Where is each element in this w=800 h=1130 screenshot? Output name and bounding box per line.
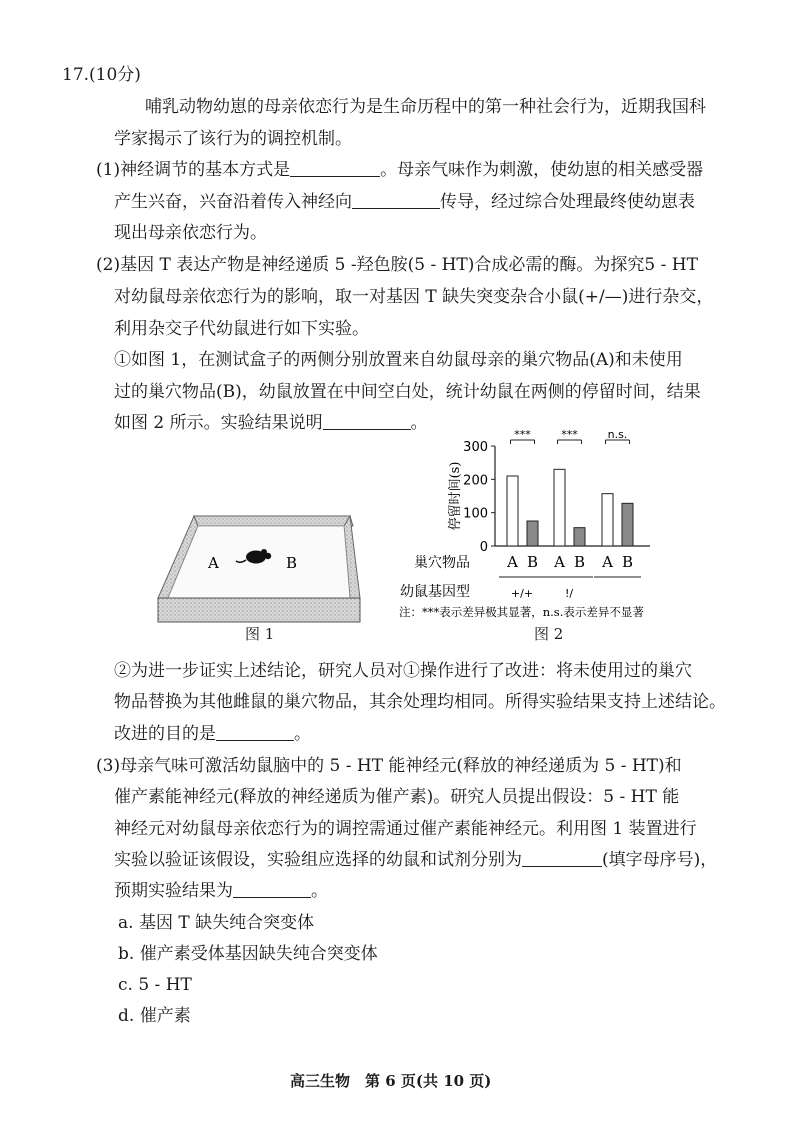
part3-text: 。 <box>311 881 328 901</box>
genotype-row-label: 幼鼠基因型 <box>400 584 470 600</box>
part2-sub1-line-1: ①如图 1，在测试盒子的两侧分别放置来自幼鼠母亲的巢穴物品(A)和未使用 <box>114 350 683 370</box>
option-d: d. 催产素 <box>118 1006 191 1026</box>
option-b: b. 催产素受体基因缺失纯合突变体 <box>118 944 378 964</box>
part3-label: (3) <box>96 756 121 776</box>
page-footer: 高三生物 第 6 页(共 10 页) <box>290 1072 492 1090</box>
part3-line-2: 催产素能神经元(释放的神经递质为催产素)。研究人员提出假设：5 - HT 能 <box>114 787 680 807</box>
part2-line-1 <box>96 254 698 276</box>
part1-text: 传导，经过综合处理最终使幼崽表 <box>440 192 695 212</box>
part3-line-5 <box>114 880 328 902</box>
part3-text: 母亲气味可激活幼鼠脑中的 5 - HT 能神经元(释放的神经递质为 5 - HT)和 <box>120 756 682 776</box>
part3-line-4 <box>114 849 717 871</box>
part1-line-1 <box>96 159 703 181</box>
part1-line-2 <box>114 191 695 213</box>
part2-text: 。 <box>294 724 311 744</box>
y-tick-label: 200 <box>463 473 488 489</box>
answer-blank-4[interactable] <box>216 724 294 741</box>
y-tick-label: 0 <box>479 540 488 555</box>
part1-text: 。母亲气味作为刺激，使幼崽的相关感受器 <box>380 160 704 180</box>
part2-line-2: 对幼鼠母亲依恋行为的影响，取一对基因 T 缺失突变杂合小鼠(+/—)进行杂交， <box>114 287 714 307</box>
part2-label: (2) <box>96 255 121 275</box>
y-axis-label: 停留时间(s) <box>448 461 463 531</box>
bar-2-A <box>602 494 613 546</box>
option-c: c. 5 - HT <box>118 975 192 995</box>
bar-category-label: B <box>621 553 634 571</box>
box-label-b: B <box>286 554 298 572</box>
figure-2-caption: 图 2 <box>534 625 564 643</box>
bar-category-label: A <box>554 553 565 571</box>
answer-blank-5[interactable] <box>522 850 602 867</box>
part1-line-3: 现出母亲依恋行为。 <box>114 223 267 243</box>
answer-blank-3[interactable] <box>323 413 411 430</box>
question-number: 17. <box>62 65 90 85</box>
part1-label: (1) <box>96 160 121 180</box>
bar-category-label: B <box>526 553 539 571</box>
part1-text: 产生兴奋，兴奋沿着传入神经向 <box>114 192 352 212</box>
bar-category-label: A <box>507 553 518 571</box>
y-tick-label: 100 <box>463 506 488 522</box>
part2-sub2-line-2: 物品替换为其他雌鼠的巢穴物品，其余处理均相同。所得实验结果支持上述结论。 <box>114 692 726 712</box>
genotype-label: +/+ <box>510 587 534 600</box>
significance-label: n.s. <box>607 430 628 441</box>
part2-sub1-line-2: 过的巢穴物品(B)，幼鼠放置在中间空白处，统计幼鼠在两侧的停留时间，结果 <box>114 382 701 402</box>
part2-text: 基因 T 表达产物是神经递质 5 -羟色胺(5 - HT)合成必需的酶。为探究5 - HT <box>120 255 698 275</box>
question-score: (10分) <box>89 65 141 85</box>
significance-label: *** <box>561 430 578 441</box>
answer-blank-2[interactable] <box>352 192 440 209</box>
genotype-label: !/ <box>564 587 574 600</box>
bar-0-B <box>527 521 538 546</box>
figure-1-caption: 图 1 <box>245 625 275 643</box>
part2-text: 。 <box>410 413 428 433</box>
significance-label: *** <box>514 430 531 441</box>
option-a: a. 基因 T 缺失纯合突变体 <box>118 913 315 933</box>
box-label-a: A <box>208 554 219 572</box>
answer-blank-1[interactable] <box>290 160 380 177</box>
intro-line-2: 学家揭示了该行为的调控机制。 <box>114 129 352 149</box>
part3-line-1 <box>96 755 682 777</box>
part3-text: (填字母序号)， <box>602 850 718 870</box>
bar-category-label: A <box>602 553 613 571</box>
x-row-label: 巢穴物品 <box>414 555 470 571</box>
bar-1-A <box>554 469 565 546</box>
part1-text: 神经调节的基本方式是 <box>120 160 291 180</box>
part2-sub2-line-3 <box>114 723 311 745</box>
y-tick-label: 300 <box>463 440 488 455</box>
bar-0-A <box>507 476 518 546</box>
part2-sub1-line-3 <box>114 412 428 434</box>
intro-line-1: 哺乳动物幼崽的母亲依恋行为是生命历程中的第一种社会行为，近期我国科 <box>145 97 706 117</box>
chart-note: 注：***表示差异极其显著，n.s.表示差异不显著 <box>399 605 644 619</box>
answer-blank-6[interactable] <box>233 881 311 898</box>
part2-sub2-line-1: ②为进一步证实上述结论，研究人员对①操作进行了改进：将未使用过的巢穴 <box>114 661 692 681</box>
bar-category-label: B <box>573 553 586 571</box>
part3-line-3: 神经元对幼鼠母亲依恋行为的调控需通过催产素能神经元。利用图 1 装置进行 <box>114 819 697 839</box>
figure-2-bar-chart <box>395 430 725 630</box>
part2-text: 改进的目的是 <box>114 724 216 744</box>
part3-text: 预期实验结果为 <box>114 881 233 901</box>
bar-2-B <box>622 503 633 546</box>
bar-1-B <box>574 528 585 546</box>
part2-text: 如图 2 所示。实验结果说明 <box>114 413 323 433</box>
part2-line-3: 利用杂交子代幼鼠进行如下实验。 <box>114 319 369 339</box>
question-number-line <box>62 64 141 86</box>
part3-text: 实验以验证该假设，实验组应选择的幼鼠和试剂分别为 <box>114 850 522 870</box>
